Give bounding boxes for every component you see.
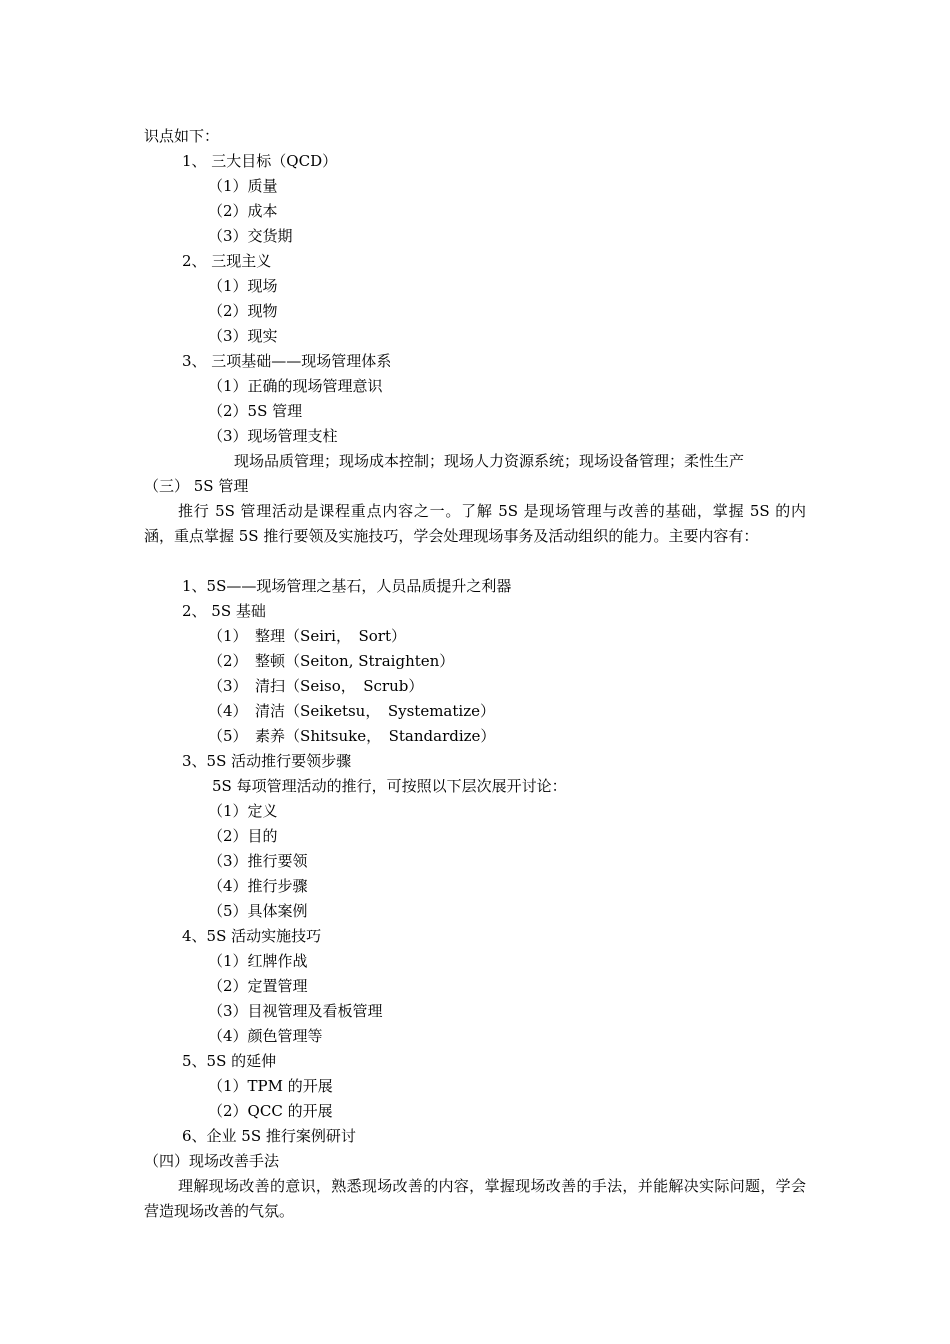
basis-heading: 3、 三项基础——现场管理体系 [182,352,392,370]
5s-tech-color: （4）颜色管理等 [208,1027,323,1045]
section3-paragraph: 推行 5S 管理活动是课程重点内容之一。了解 5S 是现场管理与改善的基础，掌握 5S 的内涵，重点掌握 5S 推行要领及实施技巧，学会处理现场事务及活动组织的能力。主要内容有： [144,502,806,545]
section3-title: （三） 5S 管理 [144,477,249,495]
5s-item-3-intro: 5S 每项管理活动的推行，可按照以下层次展开讨论： [212,777,567,795]
qcd-heading: 1、 三大目标（QCD） [182,152,338,170]
sangen-item-site: （1）现场 [208,277,278,295]
5s-ext-tpm: （1）TPM 的开展 [208,1077,333,1095]
section4-title: （四）现场改善手法 [144,1152,280,1170]
basis-item-5s: （2）5S 管理 [208,402,303,420]
5s-item-6: 6、企业 5S 推行案例研讨 [182,1127,356,1145]
sangen-item-object: （2）现物 [208,302,278,320]
qcd-item-cost: （2）成本 [208,202,278,220]
5s-step-essentials: （3）推行要领 [208,852,308,870]
pillars-list: 现场品质管理；现场成本控制；现场人力资源系统；现场设备管理；柔性生产 [234,452,745,470]
section4-paragraph: 理解现场改善的意识，熟悉现场改善的内容，掌握现场改善的手法，并能解决实际问题，学会营造现场改善的气氛。 [144,1177,806,1220]
5s-seiso: （3） 清扫（Seiso， Scrub） [208,677,424,695]
5s-item-5: 5、5S 的延伸 [182,1052,277,1070]
5s-step-definition: （1）定义 [208,802,278,820]
basis-item-awareness: （1）正确的现场管理意识 [208,377,383,395]
5s-step-steps: （4）推行步骤 [208,877,308,895]
5s-item-3: 3、5S 活动推行要领步骤 [182,752,352,770]
5s-shitsuke: （5） 素养（Shitsuke， Standardize） [208,727,496,745]
5s-item-1: 1、5S——现场管理之基石，人员品质提升之利器 [182,577,512,595]
sangen-item-reality: （3）现实 [208,327,278,345]
qcd-item-delivery: （3）交货期 [208,227,293,245]
5s-seiketsu: （4） 清洁（Seiketsu， Systematize） [208,702,495,720]
basis-item-pillars: （3）现场管理支柱 [208,427,338,445]
5s-item-4: 4、5S 活动实施技巧 [182,927,322,945]
qcd-item-quality: （1）质量 [208,177,278,195]
5s-step-cases: （5）具体案例 [208,902,308,920]
5s-tech-fixed-position: （2）定置管理 [208,977,308,995]
5s-ext-qcc: （2）QCC 的开展 [208,1102,333,1120]
5s-seiri: （1） 整理（Seiri， Sort） [208,627,406,645]
intro-line: 识点如下： [144,127,220,145]
5s-step-purpose: （2）目的 [208,827,278,845]
sangen-heading: 2、 三现主义 [182,252,272,270]
5s-item-2: 2、 5S 基础 [182,602,266,620]
5s-tech-visual: （3）目视管理及看板管理 [208,1002,383,1020]
5s-tech-red-tag: （1）红牌作战 [208,952,308,970]
5s-seiton: （2） 整顿（Seiton, Straighten） [208,652,455,670]
